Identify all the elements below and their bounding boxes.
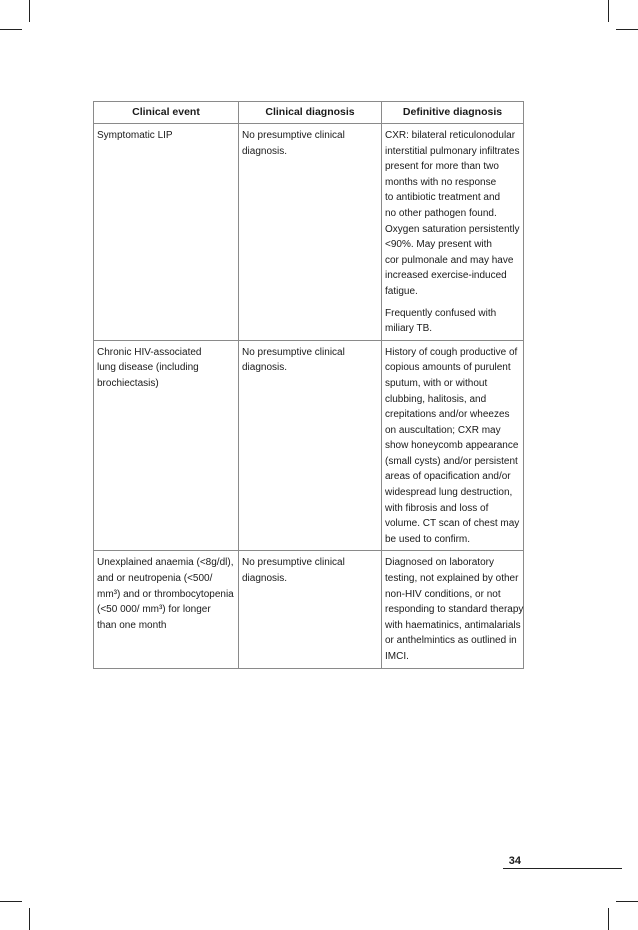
crop-mark: [616, 901, 638, 902]
crop-mark: [616, 29, 638, 30]
cell-line: <90%. May present with: [385, 239, 492, 251]
cell-line: widespread lung destruction,: [385, 487, 513, 499]
cell-line: crepitations and/or wheezes: [385, 409, 510, 421]
cell-line: than one month: [97, 619, 167, 631]
cell-line: volume. CT scan of chest may: [385, 518, 520, 530]
column-header-clinical-diagnosis: Clinical diagnosis: [239, 102, 382, 124]
crop-mark: [29, 0, 30, 22]
cell-line: No presumptive clinical: [242, 557, 345, 569]
definitive-diagnosis-cell: [382, 551, 524, 668]
cell-line: brochiectasis): [97, 377, 159, 389]
clinical-diagnosis-cell: [239, 124, 382, 341]
definitive-diagnosis-cell: [382, 340, 524, 551]
cell-line: Diagnosed on laboratory: [385, 557, 494, 569]
crop-mark: [608, 0, 609, 22]
cell-line: cor pulmonale and may have: [385, 254, 514, 266]
cell-line: interstitial pulmonary infiltrates: [385, 145, 520, 157]
cell-line: copious amounts of purulent: [385, 362, 511, 374]
cell-line: increased exercise-induced: [385, 270, 507, 282]
cell-line: no other pathogen found.: [385, 207, 497, 219]
cell-line: or anthelmintics as outlined in: [385, 635, 517, 647]
crop-mark: [29, 908, 30, 930]
cell-line: Unexplained anaemia (<8g/dl),: [97, 557, 234, 569]
cell-line: (small cysts) and/or persistent: [385, 455, 518, 467]
crop-mark: [0, 901, 22, 902]
table-row: [94, 124, 524, 341]
table-header-row: [94, 102, 524, 124]
cell-line: responding to standard therapy: [385, 604, 524, 616]
cell-line: Oxygen saturation persistently: [385, 223, 520, 235]
cell-line: with haematinics, antimalarials: [385, 619, 521, 631]
cell-line: CXR: bilateral reticulonodular: [385, 130, 516, 141]
cell-line: and or neutropenia (<500/: [97, 573, 213, 585]
cell-line: non-HIV conditions, or not: [385, 588, 501, 600]
cell-line: No presumptive clinical: [242, 346, 345, 358]
cell-line: to antibiotic treatment and: [385, 192, 501, 204]
cell-line: diagnosis.: [242, 145, 288, 157]
cell-line: lung disease (including: [97, 362, 199, 374]
cell-line: No presumptive clinical: [242, 130, 345, 141]
cell-line: testing, not explained by other: [385, 573, 519, 585]
cell-note-line: miliary TB.: [385, 323, 433, 335]
cell-line: months with no response: [385, 176, 497, 188]
cell-line: clubbing, halitosis, and: [385, 393, 487, 405]
cell-line: sputum, with or without: [385, 377, 488, 389]
cell-line: present for more than two: [385, 161, 499, 173]
table-row: [94, 340, 524, 551]
column-header-definitive-diagnosis: Definitive diagnosis: [382, 102, 524, 124]
column-header-clinical-event: Clinical event: [94, 102, 239, 124]
cell-line: History of cough productive of: [385, 346, 518, 358]
page-number-rule: [503, 868, 622, 869]
cell-line: show honeycomb appearance: [385, 440, 519, 452]
clinical-event-cell: [94, 551, 239, 668]
cell-note-line: Frequently confused with: [385, 307, 497, 319]
definitive-diagnosis-cell: [382, 124, 524, 341]
cell-line: IMCI.: [385, 651, 409, 662]
cell-line: diagnosis.: [242, 573, 288, 585]
page-number: 34: [508, 855, 521, 867]
cell-line: with fibrosis and loss of: [385, 502, 489, 514]
cell-line: mm³) and or thrombocytopenia: [97, 588, 234, 600]
cell-line: fatigue.: [385, 285, 418, 297]
cell-line: Chronic HIV-associated: [97, 346, 202, 358]
clinical-event-cell: [94, 124, 239, 341]
crop-mark: [608, 908, 609, 930]
cell-line: on auscultation; CXR may: [385, 424, 501, 436]
cell-line: diagnosis.: [242, 362, 288, 374]
cell-line: be used to confirm.: [385, 533, 471, 545]
cell-line: areas of opacification and/or: [385, 471, 511, 483]
cell-line: (<50 000/ mm³) for longer: [97, 604, 211, 616]
clinical-criteria-table: [93, 101, 524, 669]
clinical-event-cell: [94, 340, 239, 551]
crop-mark: [0, 29, 22, 30]
table-row: [94, 551, 524, 668]
clinical-diagnosis-cell: [239, 551, 382, 668]
cell-line: Symptomatic LIP: [97, 130, 173, 141]
clinical-diagnosis-cell: [239, 340, 382, 551]
